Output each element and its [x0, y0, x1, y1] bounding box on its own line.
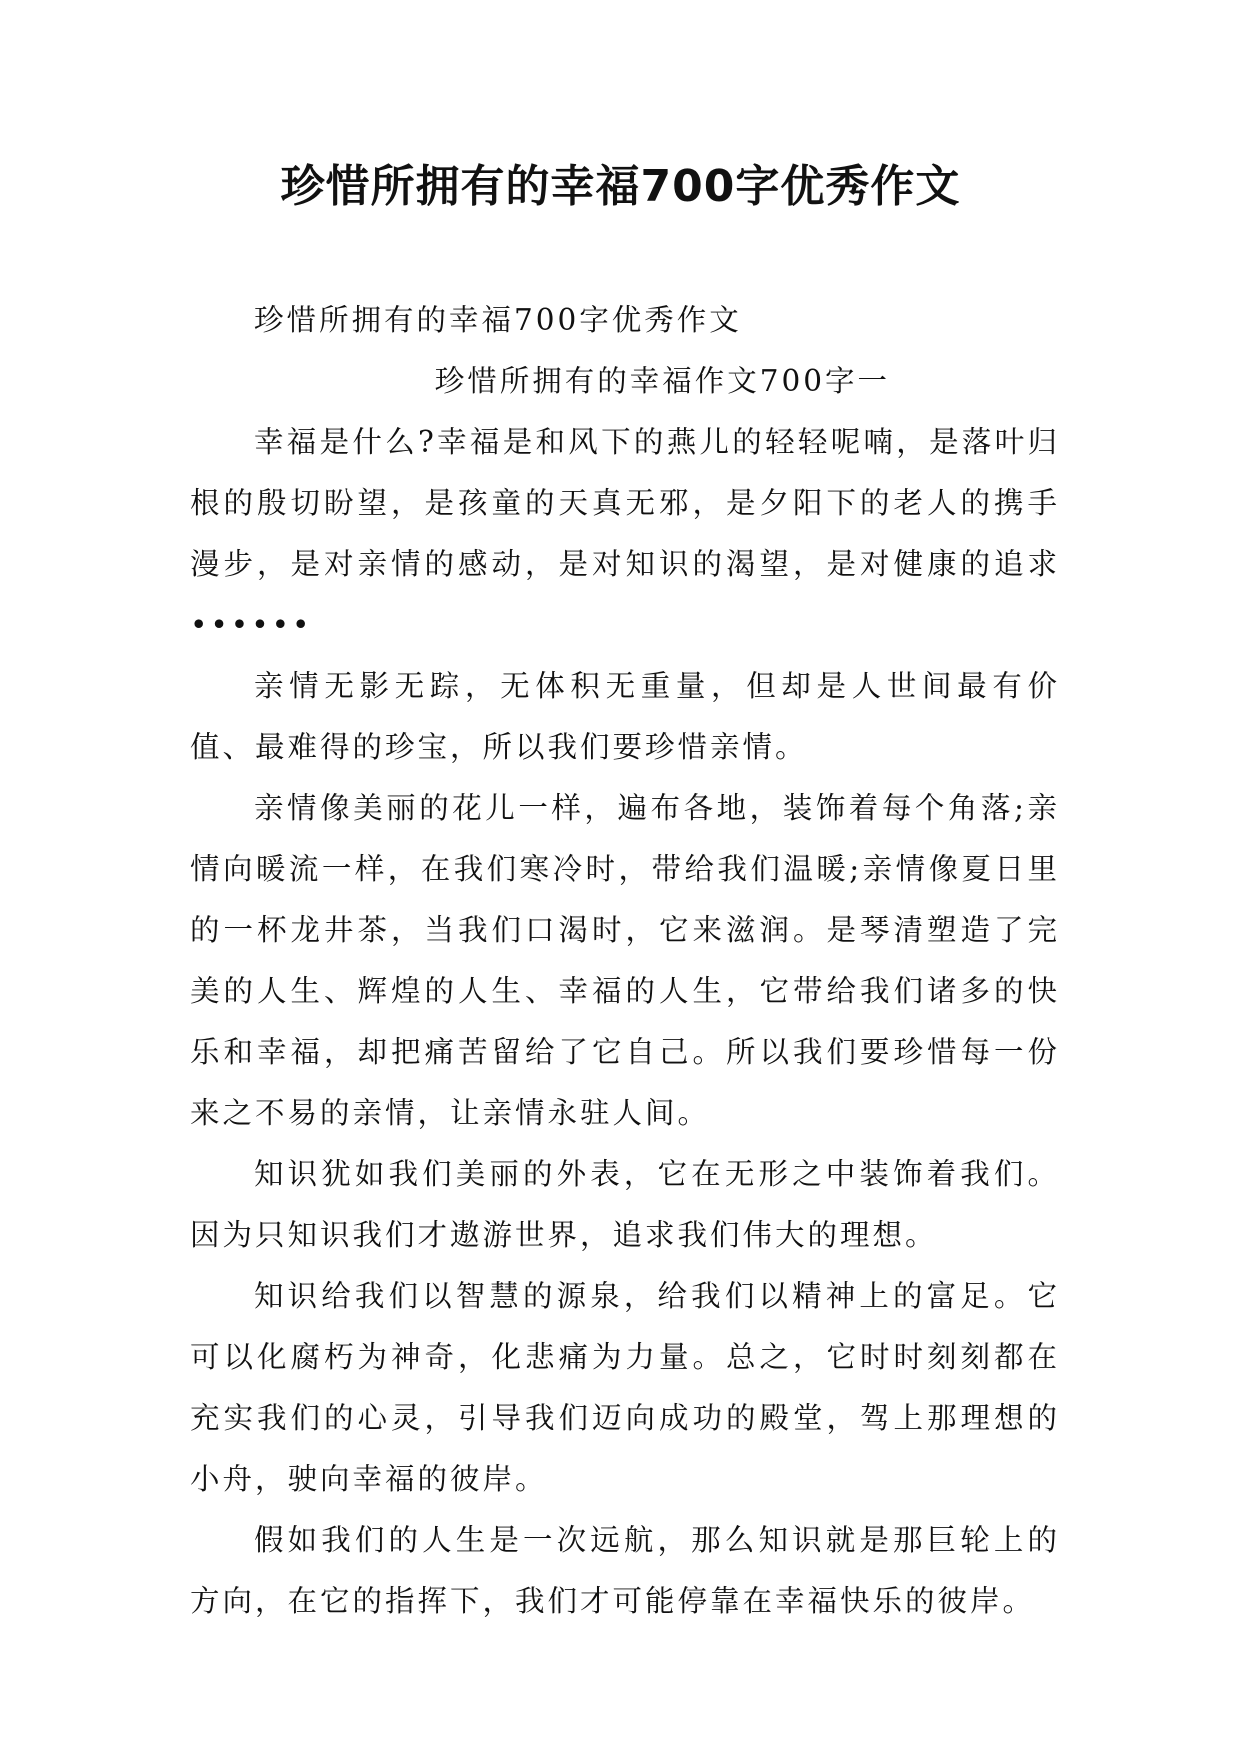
paragraph-4: 知识犹如我们美丽的外表，它在无形之中装饰着我们。因为只知识我们才遨游世界，追求我们伟大的理想。: [190, 1157, 1060, 1252]
paragraph-3: 亲情像美丽的花儿一样，遍布各地，装饰着每个角落;亲情向暖流一样，在我们寒冷时，带给我们温暖;亲情像夏日里的一杯龙井茶，当我们口渴时，它来滋润。是琴清塑造了完美的人生、辉煌的人生、幸福的人生，它带给我们诸多的快乐和幸福，却把痛苦留给了它自己。所以我们要珍惜每一份来之不易的亲情，让亲情永驻人间。: [190, 791, 1060, 1130]
repeated-title-line: 珍惜所拥有的幸福700字优秀作文: [254, 303, 742, 337]
paragraph-5: 知识给我们以智慧的源泉，给我们以精神上的富足。它可以化腐朽为神奇，化悲痛为力量。总之，它时时刻刻都在充实我们的心灵，引导我们迈向成功的殿堂，驾上那理想的小舟，驶向幸福的彼岸。: [190, 1279, 1060, 1496]
document-body: [190, 290, 1060, 1632]
paragraph-1: 幸福是什么?幸福是和风下的燕儿的轻轻呢喃，是落叶归根的殷切盼望，是孩童的天真无邪，是夕阳下的老人的携手漫步，是对亲情的感动，是对知识的渴望，是对健康的追求••••••: [190, 425, 1060, 642]
paragraph-6: 假如我们的人生是一次远航，那么知识就是那巨轮上的方向，在它的指挥下，我们才可能停靠在幸福快乐的彼岸。: [190, 1523, 1060, 1618]
subtitle-line: 珍惜所拥有的幸福作文700字一: [434, 364, 890, 398]
document-title: 珍惜所拥有的幸福700字优秀作文: [280, 161, 961, 212]
paragraph-2: 亲情无影无踪，无体积无重量，但却是人世间最有价值、最难得的珍宝，所以我们要珍惜亲情。: [190, 669, 1060, 764]
